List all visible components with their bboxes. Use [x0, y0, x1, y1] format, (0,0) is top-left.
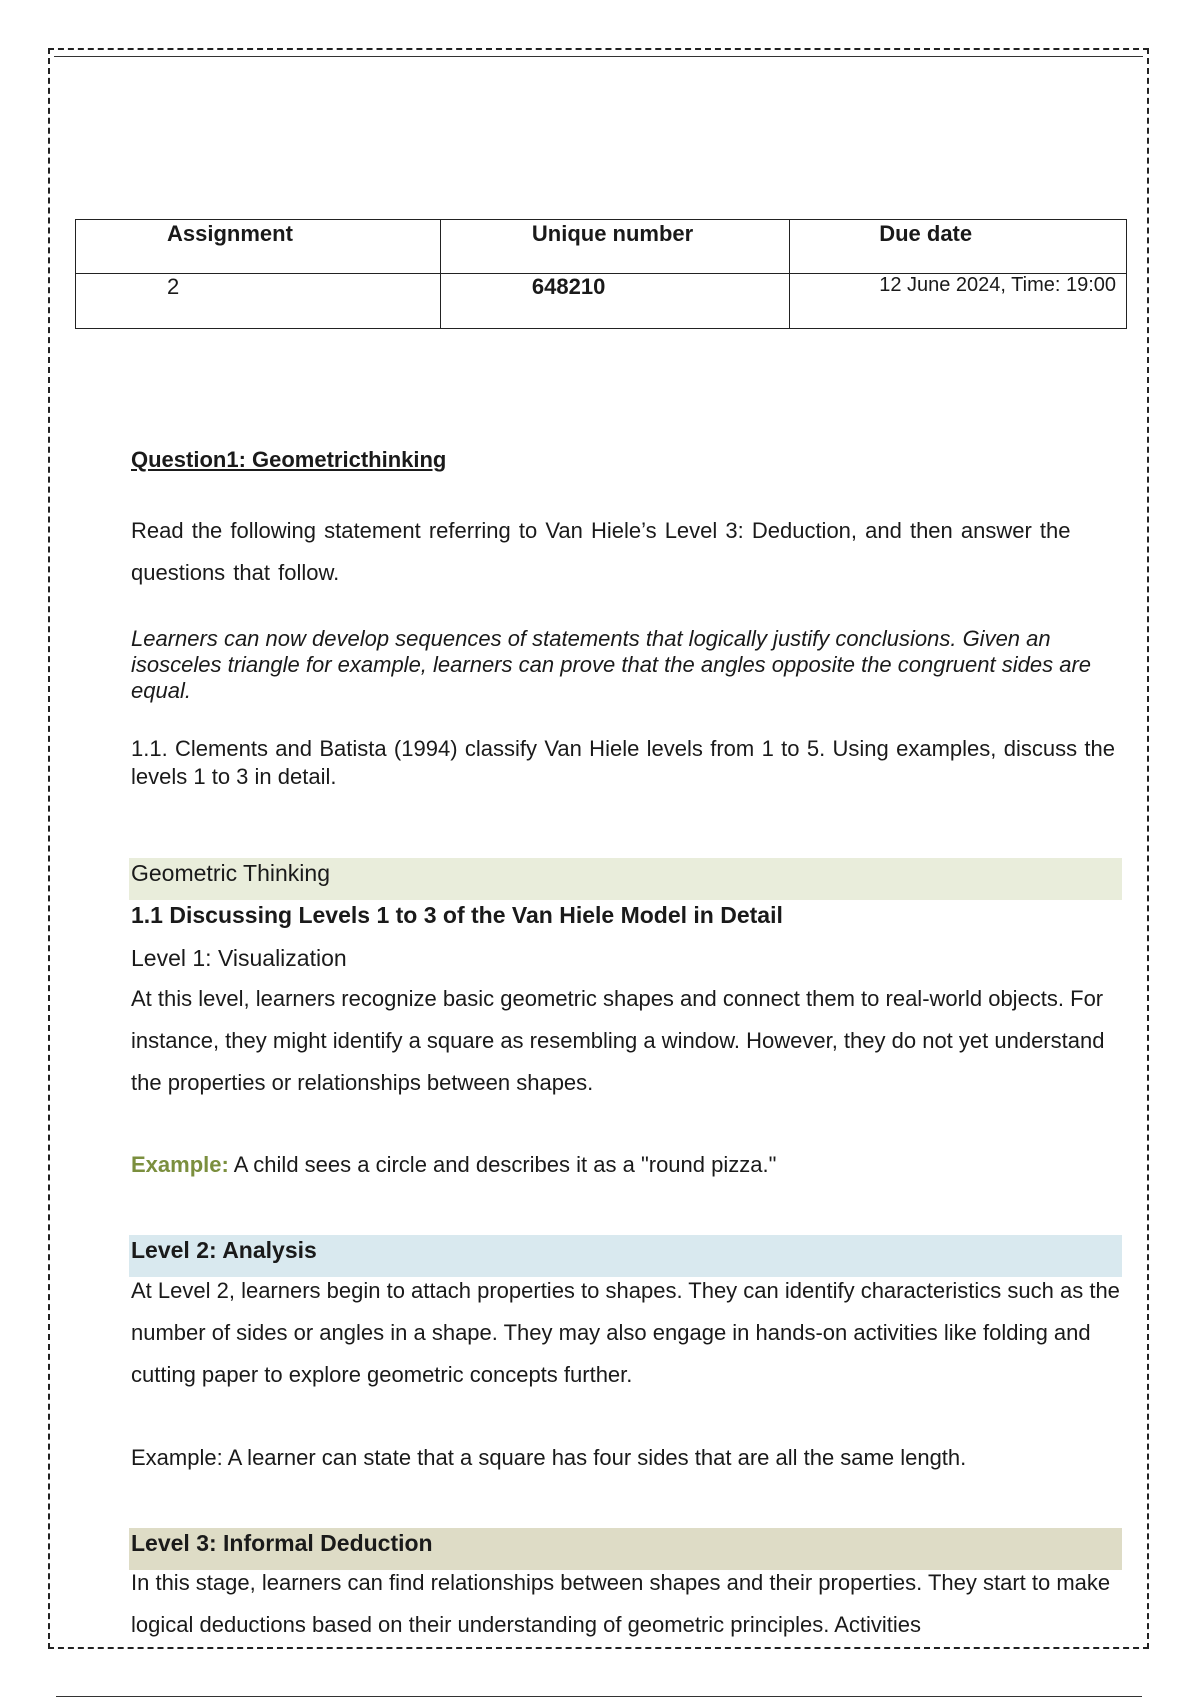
table-row [76, 274, 1127, 329]
footer-rule [56, 1696, 1142, 1697]
van-hiele-quote: Learners can now develop sequences of statements that logically justify conclusions. Given an isosceles triangle for example, learners can prove that the angles opposite the congruent sides are equal. [131, 626, 1092, 703]
due-date-value: 12 June 2024, Time: 19:00 [790, 274, 1127, 329]
table-header-row [76, 220, 1127, 274]
level-3-text: In this stage, learners can find relationships between shapes and their properties. They start to make logical deductions based on their understanding of geometric principles. Activities [131, 1570, 1111, 1637]
level-1-text: At this level, learners recognize basic geometric shapes and connect them to real-world objects. For instance, they might identify a square as resembling a window. However, they do not yet understand the properties or relationships between shapes. [131, 986, 1105, 1095]
level-1-example-text: A child sees a circle and describes it as a "round pizza." [233, 1152, 777, 1177]
assignment-value: 2 [76, 274, 441, 329]
assignment-info-table [75, 219, 1127, 329]
unique-number-value: 648210 [440, 274, 789, 329]
level-1-title: Level 1: Visualization [131, 945, 347, 971]
level-1-example [131, 1144, 1121, 1186]
question-heading: Question1: Geometricthinking [131, 447, 447, 472]
level-3-title: Level 3: Informal Deduction [131, 1530, 433, 1556]
level-2-example: Example: A learner can state that a square has four sides that are all the same length. [131, 1445, 967, 1470]
header-assignment: Assignment [76, 220, 441, 274]
question-intro: Read the following statement referring to Van Hiele’s Level 3: Deduction, and then answer the questions that follow. [131, 518, 1071, 585]
level-2-text: At Level 2, learners begin to attach properties to shapes. They can identify characteristics such as the number of sides or angles in a shape. They may also engage in hands-on activities like folding and cutting paper to explore geometric concepts further. [131, 1278, 1120, 1387]
section-label: Geometric Thinking [131, 860, 330, 886]
header-due-date: Due date [790, 220, 1127, 274]
answer-heading: 1.1 Discussing Levels 1 to 3 of the Van Hiele Model in Detail [131, 902, 783, 928]
header-unique-number: Unique number [440, 220, 789, 274]
example-label: Example: [131, 1152, 229, 1177]
header-rule [54, 56, 1143, 57]
level-2-title: Level 2: Analysis [131, 1237, 317, 1263]
question-1-1: 1.1. Clements and Batista (1994) classify Van Hiele levels from 1 to 5. Using examples, discuss the levels 1 to 3 in detail. [131, 736, 1115, 789]
